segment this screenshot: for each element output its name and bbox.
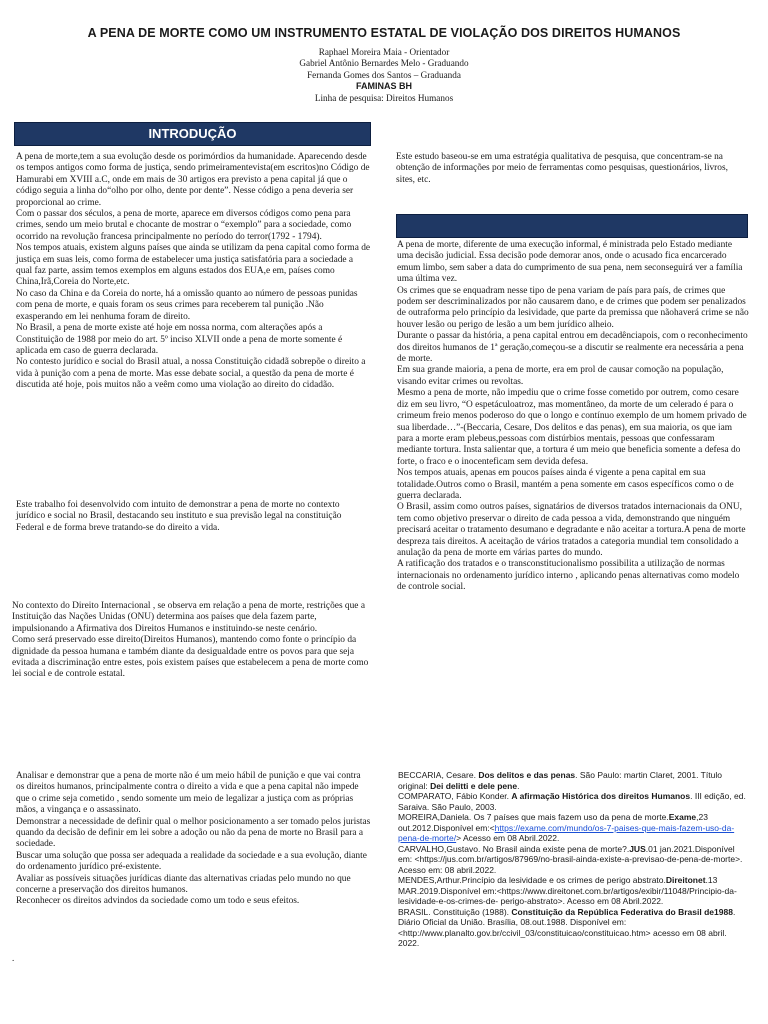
reference-text: MOREIRA,Daniela. Os 7 países que mais fazem uso da pena de morte. [398,812,669,822]
development-paragraph: O Brasil, assim como outros países, signatários de diversos tratados internacionais da ONU, tem como objetivo preservar o direito de cada pessoa a vida, demonstrando que ninguém precisará aceitar o tratamento desumano e degradante e não aceitar a tortura.A pena de morte despreza tais direitos. A aceitação de vários tratados a categoria mundial tem consolidado a anulação da pena de morte em várias partes do mundo. [397,502,746,558]
development-paragraph: A pena de morte, diferente de uma execução informal, é ministrada pelo Estado mediante uma decisão judicial. Essa decisão pode demorar anos, onde o acusado fica encarcerado emum limbo, sem saber a data do cumprimento de sua pena, nem seconseguirá ver a família uma última vez. [397,240,743,285]
intro-paragraph: A pena de morte,tem a sua evolução desde os porimórdios da humanidade. Aparecendo desde os tempos antigos como forma de justiça, sendo primeiramentevista(em escritos)no Código de Hamurabi em XVIII a.C, onde em mais de 30 artigos era previsto a pena capital já que o código seguia a linha do“olho por olho, dente por dente”. Nesse código a pena deveria ser proporcional ao crime. [16,152,370,208]
reference-text: . [517,780,520,791]
reference-title: Constituição da República Federativa do Brasil de1988 [511,906,733,917]
reference-text: MENDES,Arthur.Princípio da lesividade e os crimes de perigo abstrato. [398,875,666,885]
international-paragraph: No contexto do Direito Internacional , se observa em relação a pena de morte, restrições que a Instituição das Nações Unidas (ONU) determina aos países que dela fazem parte, impulsionando a Afirmativa dos Direitos Humanos e instituindo-se neste cenário. [12,601,365,634]
reference-title: A afirmação Histórica dos direitos Humanos [511,791,691,801]
development-paragraph: Durante o passar da história, a pena capital entrou em decadênciapois, com o reconhecimento dos direitos humanos de 1ª geração,começou-se a discutir se realmente era necessária a pena de morte. [397,331,748,365]
development-paragraph: Os crimes que se enquadram nesse tipo de pena variam de país para país, de crimes que podem ser descriminalizados por não causarem dano, e de crimes que podem ser penalizados de outraforma pelo princípio da lesividade, que parte da premissa que nãohaverá crime se não houver lesão ou perigo de lesão a um bem jurídico alheio. [397,285,749,330]
reference-item [398,812,750,844]
objective-item: Avaliar as possíveis situações jurídicas diante das alternativas criadas pelo mundo no que concerne a preservação dos direitos humanos. [16,873,351,896]
development-paragraph: A ratificação dos tratados e o transconstitucionalismo possibilita a utilização de normas internacionais no ordenamento jurídico interno , aplicando penas alternativas como modelo de controle social. [397,559,740,593]
reference-title: Dos delitos e das penas [478,770,576,780]
objective-item: Reconhecer os direitos advindos da sociedade como um todo e seus efeitos. [16,896,300,907]
reference-item [398,770,750,791]
reference-text: > Acesso em 08 Abril.2022. [456,833,560,843]
development-paragraph: Em sua grande maioria, a pena de morte, era em prol de causar comoção na população, visando evitar crimes ou revoltas. [397,365,724,387]
reference-text: . Diário Oficial da União. Brasília, 08.out.1988. Disponível em: <http://www.planalto.gov.br/ccivil_03/constituicao/constituicao.htm> acesso em 08 abril. 2022. [398,906,736,948]
intro-paragraph: Nos tempos atuais, existem alguns países que ainda se utilizam da pena capital como forma de justiça em suas leis, como forma de estabelecer uma justiça satisfatória para a sociedade a qual faz parte, assim temos exemplos em alguns estados dos EUA,e em, países como China,Irã,Coreia do Norte,etc. [16,243,371,288]
development-heading [396,214,748,238]
reference-text: BECCARIA, Cesare. [398,770,479,780]
development-paragraph: Mesmo a pena de morte, não impediu que o crime fosse cometido por outrem, como cesare diz em seu livro, “O espetáculoatroz, mas momentâneo, da morte de um celerado é para o crimeum freio menos poderoso do que o longo e contínuo exemplo de um homem privado de sua liberdade…”-(Beccaria, Cesare, Dos delitos e das penas), em sua maioria, os que iam para a morte eram plebeus,pessoas com distúrbios mentais, pessoas que confessaram mediante tortura. Insta salientar que, a tortura é um meio que beneficia somente a defesa do forte, o fraco e o inocenteficam sem devida defesa. [397,388,747,467]
international-paragraph: Como será preservado esse direito(Direitos Humanos), mantendo como fonte o princípio da dignidade da pessoa humana e também diante da desigualdade entre os povos para que seja evitada a discriminação entre estes, pois existem países que estabelecem a pena de morte como lei social e de controle estatal. [12,635,369,680]
institution: FAMINAS BH [356,81,412,92]
reference-title: Exame [668,812,697,822]
reference-text: . III edição, ed. Saraiva. São Paulo, 2003. [398,791,746,812]
reference-title: JUS [629,843,646,854]
research-line: Linha de pesquisa: Direitos Humanos [314,92,454,103]
introduction-body [16,152,371,392]
intro-paragraph: No contesto jurídico e social do Brasil atual, a nossa Constituição cidadã sobrepõe o direito a vida à punição com a pena de morte. Mas esse debate social, a questão da pena de morte é discutida até hoje, pois muitos não a veêm como uma violação ao direito do cidadão. [16,357,366,391]
reference-title: Dei delitti e dele pene [430,780,518,791]
objective-item: Demonstrar a necessidade de definir qual o melhor posicionamento a ser tomado pelos juristas quando da decisão de definir em lei sobre a adoção ou não da pena de morte no Brasil para a sociedade. [16,816,371,850]
reference-title: Direitonet [665,875,706,885]
methodology-paragraph: Este estudo baseou-se em uma estratégia qualitativa de pesquisa, que concentram-se na obtenção de informações por meio de ferramentas como pesquisas, questionários, livros, sites, etc. [396,152,728,185]
objective-item: Analisar e demonstrar que a pena de morte não é um meio hábil de punição e que vai contra os direitos humanos, principalmente contra o direito a vida e que a pena capital não impede que o crime seja cometido , sendo somente um meio de legalizar a justiça com as próprias mãos, a vingança e o assassinato. [16,771,361,816]
reference-item [398,875,750,907]
reference-text: CARVALHO,Gustavo. No Brasil ainda existe pena de morte?. [398,843,630,854]
author-student-2: Fernanda Gomes dos Santos – Graduanda [307,69,461,80]
purpose-paragraph: Este trabalho foi desenvolvido com intuito de demonstrar a pena de morte no contexto jurídico e social no Brasil, destacando seu instituto e sua previsão legal na constituição Federal e de forma breve tratando-se do direito a vida. [16,500,342,533]
reference-item [398,907,750,949]
poster-title: A PENA DE MORTE COMO UM INSTRUMENTO ESTATAL DE VIOLAÇÃO DOS DIREITOS HUMANOS [87,26,681,40]
reference-text: . São Paulo: martin Claret, 2001. Título original: [398,770,722,791]
international-body [12,601,372,681]
reference-text: .01 jan.2021.Disponível em: <https://jus.com.br/artigos/87969/no-brasil-ainda-existe-a-previsao-de-pena-de-morte>. Acesso em: 08 abril.2022. [398,843,743,875]
reference-text: .13 MAR.2019.Disponível em:<https://www.direitonet.com.br/artigos/exibir/11048/Principio-da-lesividade-e-os-crimes-de- perigo-abstrato>. Acesso em 08 Abril.2022. [398,875,737,906]
development-paragraph: Nos tempos atuais, apenas em poucos países ainda é vigente a pena capital em sua totalidade.Outros como o Brasil, mantém a pena somente em casos específicos como o de guerra declarada. [397,468,734,501]
purpose-body [16,500,371,534]
intro-paragraph: No caso da China e da Coreia do norte, há a omissão quanto ao número de pessoas punidas com pena de morte, e quais foram os seus crimes para receberem tal punição .Não exasperando em lei nenhuma foram de direito. [16,288,358,322]
methodology-body [396,152,748,186]
objective-item: Buscar uma solução que possa ser adequada a realidade da sociedade e a sua evolução, diante do ordenamento jurídico pré-existente. [16,850,367,873]
author-advisor: Raphael Moreira Maia - Orientador [318,47,450,57]
authors-block [0,47,768,104]
stray-mark: . [12,953,15,963]
intro-paragraph: No Brasil, a pena de morte existe até hoje em nossa norma, com alterações após a Constituição de 1988 por meio do art. 5º inciso XLVII onde a pena de morte somente é aplicada em caso de guerra declarada. [16,323,343,356]
introduction-heading: INTRODUÇÃO [14,122,371,146]
references-list [398,770,750,949]
reference-text: BRASIL. Constituição (1988). [398,906,512,917]
reference-link[interactable]: https://exame.com/mundo/os-7-paises-que-mais-fazem-uso-da-pena-de-morte/ [398,822,735,843]
reference-text: COMPARATO, Fábio Konder. [398,791,512,801]
author-student-1: Gabriel Antônio Bernardes Melo - Graduando [299,58,469,69]
objectives-body [16,771,371,908]
development-body [397,240,749,594]
reference-text: ,23 out.2012.Disponível em:< [398,812,708,833]
intro-paragraph: Com o passar dos séculos, a pena de morte, aparece em diversos códigos como pena para crimes, sendo um meio brutal e chocante de mostrar o “exemplo” para a sociedade, como ocorrido na revolução francesa principalmente no período do terror(1792 - 1794). [16,209,352,242]
reference-item [398,791,750,812]
reference-item [398,844,750,876]
